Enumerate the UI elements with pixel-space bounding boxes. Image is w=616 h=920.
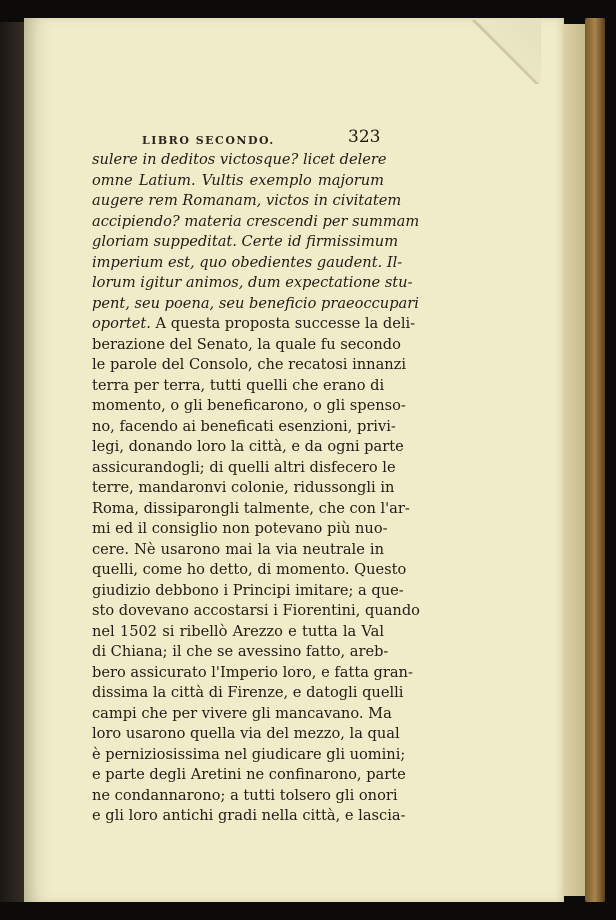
italian-text: giudizio debbono i Principi imitare; a que- (92, 581, 404, 599)
italian-text: A questa proposta successe la deli- (150, 315, 416, 332)
text-line (92, 806, 406, 827)
italian-text: mi ed il consiglio non potevano più nuo- (92, 520, 388, 537)
text-line (92, 704, 392, 725)
text-line (92, 642, 389, 663)
italian-text: assicurandogli; di quelli altri disfecero le (92, 458, 396, 476)
italian-text: è perniziosissima nel giudicare gli uomini; (92, 745, 406, 763)
latin-quotation: sulere in deditos victosque? licet delere (92, 151, 387, 168)
italian-text: quelli, come ho detto, di momento. Questo (92, 561, 407, 578)
text-line (92, 355, 407, 376)
italian-text: e gli loro antichi gradi nella città, e lascia- (92, 807, 406, 824)
text-line (92, 601, 420, 622)
text-line (92, 745, 406, 766)
italian-text: nel 1502 si ribellò Arezzo e tutta la Val (92, 622, 384, 640)
text-line (92, 232, 399, 253)
latin-quotation: accipiendo? materia crescendi per summam (92, 212, 420, 230)
text-line (92, 273, 413, 294)
italian-text: loro usarono quella via del mezzo, la qual (92, 725, 400, 742)
text-line (92, 335, 401, 356)
text-line (92, 314, 416, 335)
latin-quotation: oportet. (92, 315, 151, 332)
text-line (92, 191, 402, 212)
italian-text: terre, mandaronvi colonie, ridussongli in (92, 479, 395, 496)
text-line (92, 376, 384, 397)
text-line (92, 499, 410, 520)
text-line (92, 458, 396, 479)
italian-text: terra per terra, tutti quelli che erano di (92, 376, 385, 394)
italian-text: legi, donando loro la città, e da ogni parte (92, 438, 404, 455)
text-line (92, 786, 398, 807)
text-line (92, 581, 404, 602)
text-line (92, 622, 384, 643)
text-line (92, 540, 384, 561)
text-line (92, 560, 407, 581)
italian-text: no, facendo ai beneficati esenzioni, privi- (92, 417, 396, 435)
text-line (92, 478, 395, 499)
text-line (92, 253, 403, 274)
text-line (92, 417, 396, 438)
latin-quotation: omne Latium. Vultis exemplo majorum (92, 171, 384, 189)
italian-text: sto dovevano accostarsi i Fiorentini, quando (92, 602, 420, 619)
book-cover-edge (585, 18, 605, 902)
text-line (92, 683, 404, 704)
body-text (92, 150, 420, 827)
italian-text: e parte degli Aretini ne confinarono, parte (92, 766, 406, 783)
text-line (92, 724, 400, 745)
text-line (92, 171, 384, 192)
text-line (92, 212, 420, 233)
page-number: 323 (348, 127, 381, 147)
latin-quotation: augere rem Romanam, victos in civitatem (92, 192, 402, 209)
italian-text: campi che per vivere gli mancavano. Ma (92, 704, 392, 722)
italian-text: di Chiana; il che se avessino fatto, areb- (92, 643, 389, 660)
latin-quotation: imperium est, quo obedientes gaudent. Il- (92, 253, 403, 271)
italian-text: le parole del Consolo, che recatosi innanzi (92, 356, 407, 373)
italian-text: momento, o gli beneficarono, o gli spenso- (92, 397, 406, 414)
italian-text: bero assicurato l'Imperio loro, e fatta gran- (92, 663, 413, 681)
italian-text: berazione del Senato, la quale fu secondo (92, 335, 401, 353)
text-line (92, 765, 406, 786)
text-line (92, 663, 413, 684)
text-line (92, 519, 388, 540)
text-line (92, 294, 419, 315)
italian-text: cere. Nè usarono mai la via neutrale in (92, 540, 384, 558)
latin-quotation: gloriam suppeditat. Certe id firmissimum (92, 233, 399, 250)
running-title: LIBRO SECONDO. (142, 134, 275, 147)
text-line (92, 437, 404, 458)
fold-crease (470, 20, 540, 84)
italian-text: ne condannarono; a tutti tolsero gli onori (92, 786, 398, 804)
text-line (92, 396, 406, 417)
italian-text: dissima la città di Firenze, e datogli quelli (92, 684, 404, 701)
italian-text: Roma, dissiparongli talmente, che con l'ar- (92, 499, 410, 517)
latin-quotation: lorum igitur animos, dum expectatione stu- (92, 274, 413, 291)
latin-quotation: pent, seu poena, seu beneficio praeoccupari (92, 294, 419, 312)
text-line (92, 150, 387, 171)
